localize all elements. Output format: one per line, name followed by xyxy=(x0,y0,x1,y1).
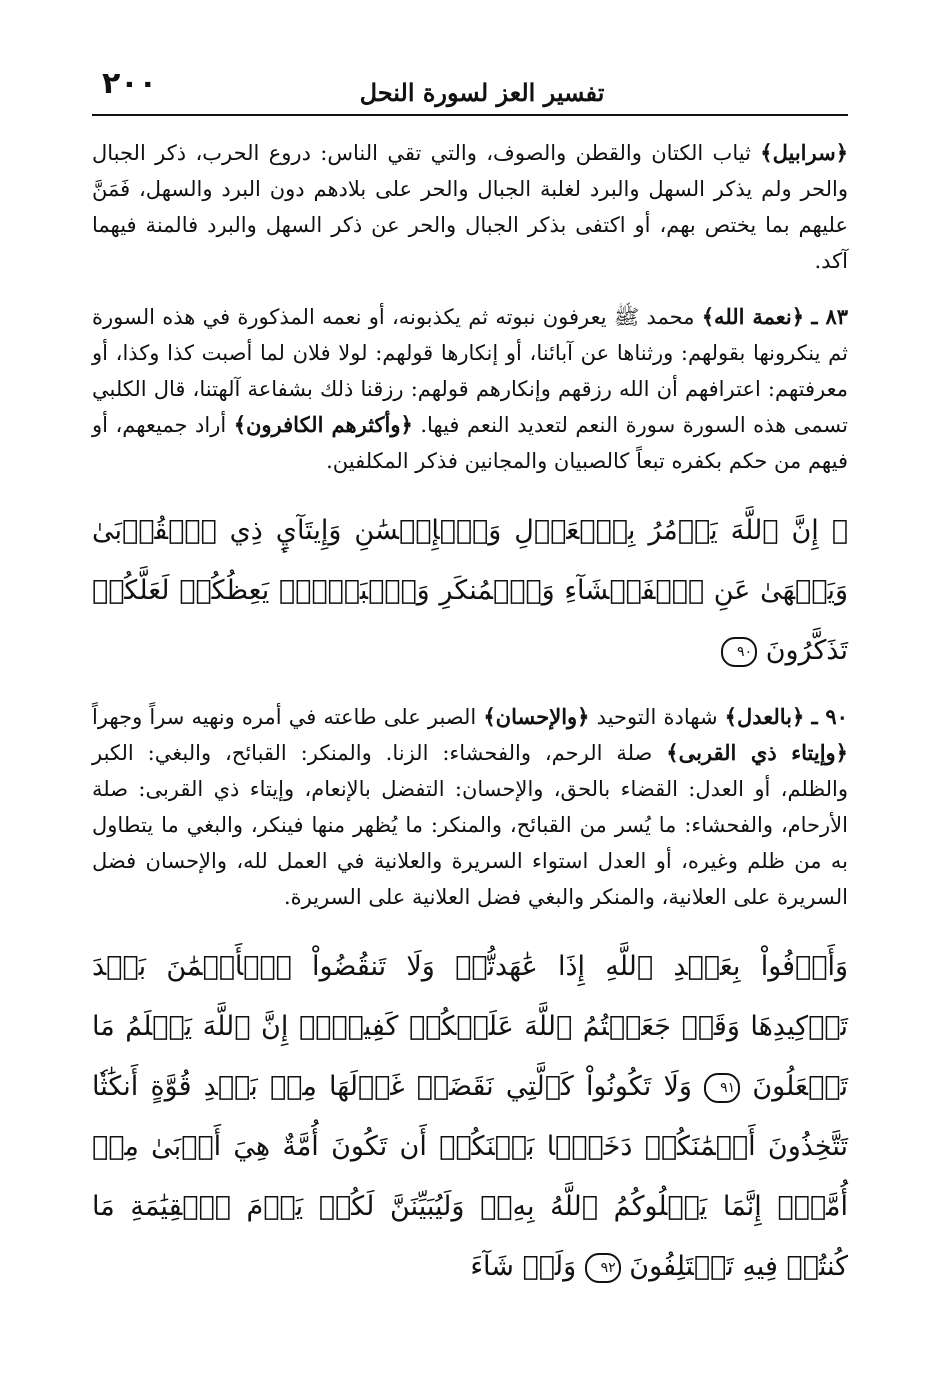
page-number: ٢٠٠ xyxy=(102,66,157,101)
quran-term: ﴿سرابيل﴾ xyxy=(760,140,848,165)
paragraph-90 xyxy=(92,699,848,915)
page-content xyxy=(92,135,848,1297)
paragraph-text: الصبر على طاعته في أمره ونهيه سراً وجهراً xyxy=(92,705,484,729)
ayah-number-badge: ٩٠ xyxy=(721,637,757,667)
paragraph-text: أراد جميعهم، أو فيهم من حكم بكفره تبعاً كالصبيان والمجانين فذكر المكلفين. xyxy=(92,413,848,473)
verse-number: ٨٣ ـ xyxy=(811,304,848,329)
page-header xyxy=(92,58,848,118)
quran-term: ﴿نعمة الله﴾ xyxy=(701,304,805,329)
quran-verses-91-92 xyxy=(92,937,848,1297)
running-title: تفسير العز لسورة النحل xyxy=(359,78,605,107)
paragraph-text: ثياب الكتان والقطن والصوف، والتي تقي الناس: دروع الحرب، ذكر الجبال والحر ولم يذكر السهل والبرد لغلبة الجبال والحر على بلادهم دون البرد والسهل، فَمَنَّ عليهم بما يختص بهم، أو اكتفى بذكر الجبال والحر عن ذكر السهل والبرد فالمنة فيهما آكد. xyxy=(92,141,848,273)
paragraph-83 xyxy=(92,299,848,479)
paragraph-sarabil xyxy=(92,135,848,279)
quran-term: ﴿بالعدل﴾ xyxy=(724,704,805,729)
paragraph-text: صلة الرحم، والفحشاء: الزنا. والمنكر: القبائح، والبغي: الكبر والظلم، أو العدل: القضاء بالحق، والإحسان: التفضل بالإنعام، وإيتاء ذي القربى: صلة الأرحام، والفحشاء: ما يُسر من القبائح، والمنكر: ما يُظهر منها فينكر، والبغي ما يتطاول به من ظلم وغيره، أو العدل استواء السريرة والعلانية في العمل لله، والإحسان فضل السريرة على العلانية، والمنكر والبغي فضل العلانية على السريرة. xyxy=(92,741,848,909)
verse-text: وَلَا تَكُونُواْ كَٱلَّتِي نَقَضَتۡ غَزۡلَهَا مِنۢ بَعۡدِ قُوَّةٍ أَنكَٰثٗا تَتَّخِذُونَ أَيۡمَٰنَكُمۡ دَخَلَۢا بَيۡنَكُمۡ أَن تَكُونَ أُمَّةٌ هِيَ أَرۡبَىٰ مِنۡ أُمَّةٍۚ إِنَّمَا يَبۡلُوكُمُ ٱللَّهُ بِهِۦۚ وَلَيُبَيِّنَنَّ لَكُمۡ يَوۡمَ ٱلۡقِيَٰمَةِ مَا كُنتُمۡ فِيهِ تَخۡتَلِفُونَ xyxy=(92,1071,848,1282)
header-rule xyxy=(92,114,848,116)
ayah-number-badge: ٩٢ xyxy=(585,1253,621,1283)
quran-term: ﴿والإحسان﴾ xyxy=(483,704,590,729)
quran-term: ﴿وأكثرهم الكافرون﴾ xyxy=(233,412,413,437)
paragraph-text: محمد ﷺ يعرفون نبوته ثم يكذبونه، أو نعمه المذكورة في هذه السورة ثم ينكرونها بقولهم: ورثناها عن آبائنا، أو إنكارها قولهم: لولا فلان لما أصبت كذا وكذا، أو معرفتهم: اعترافهم أن الله رزقهم وإنكارهم قولهم: رزقنا ذلك بشفاعة آلهتنا، قال الكلبي تسمى هذه السورة سورة النعم لتعديد النعم فيها. xyxy=(92,305,848,437)
quran-term: ﴿وإيتاء ذي القربى﴾ xyxy=(666,740,848,765)
verse-number: ٩٠ ـ xyxy=(811,704,848,729)
quran-verse-90 xyxy=(92,501,848,681)
ayah-number-badge: ٩١ xyxy=(704,1073,740,1103)
verse-text: ۞ إِنَّ ٱللَّهَ يَأۡمُرُ بِٱلۡعَدۡلِ وَٱلۡإِحۡسَٰنِ وَإِيتَآيِٕ ذِي ٱلۡقُرۡبَىٰ وَيَنۡهَىٰ عَنِ ٱلۡفَحۡشَآءِ وَٱلۡمُنكَرِ وَٱلۡبَغۡيِۚ يَعِظُكُمۡ لَعَلَّكُمۡ تَذَكَّرُونَ xyxy=(92,515,848,666)
verse-text: وَلَوۡ شَآءَ xyxy=(470,1251,585,1282)
verse-text: وَأَوۡفُواْ بِعَهۡدِ ٱللَّهِ إِذَا عَٰهَدتُّمۡ وَلَا تَنقُضُواْ ٱلۡأَيۡمَٰنَ بَعۡدَ تَوۡكِيدِهَا وَقَدۡ جَعَلۡتُمُ ٱللَّهَ عَلَيۡكُمۡ كَفِيلًاۚ إِنَّ ٱللَّهَ يَعۡلَمُ مَا تَفۡعَلُونَ xyxy=(92,951,848,1102)
paragraph-text: شهادة التوحيد xyxy=(589,705,725,729)
